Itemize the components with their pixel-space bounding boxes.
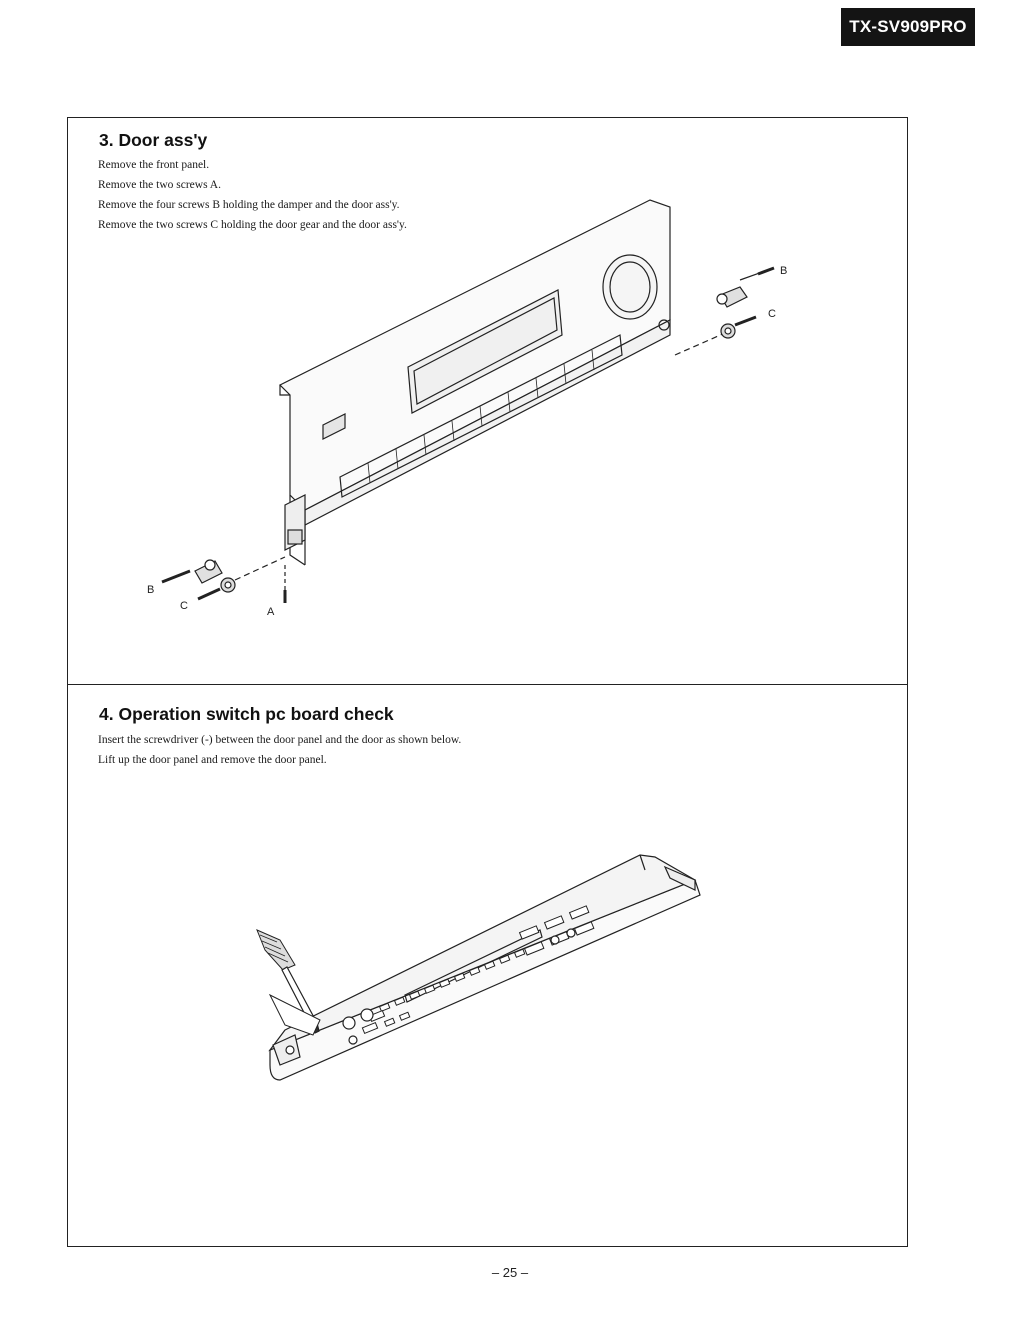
step-item: Remove the two screws A.: [98, 179, 221, 191]
screw-c-right: [735, 317, 756, 325]
step-item: Lift up the door panel and remove the door panel.: [98, 754, 327, 766]
volume-knob: [603, 255, 657, 319]
label-c-left: C: [180, 600, 188, 612]
section-4-title: 4. Operation switch pc board check: [99, 704, 394, 724]
step-item: Insert the screwdriver (-) between the door panel and the door as shown below.: [98, 734, 462, 746]
section-3-title: 3. Door ass'y: [99, 130, 208, 150]
label-b-right: B: [780, 265, 788, 277]
label-a: A: [267, 606, 275, 618]
door-panel-illustration: [225, 845, 715, 1095]
screw-b-right: [758, 268, 774, 274]
label-c-right: C: [768, 308, 776, 320]
model-name: TX-SV909PRO: [849, 17, 967, 36]
section-4-steps: [98, 730, 461, 770]
screw-c-left: [198, 589, 220, 599]
page-number: – 25 –: [491, 1265, 529, 1280]
section-divider: [67, 684, 908, 685]
door-assy-illustration: [140, 195, 820, 625]
step-item: Remove the two screws C holding the door gear and the door ass'y.: [98, 219, 407, 231]
label-b-left: B: [147, 584, 155, 596]
step-item: Remove the four screws B holding the damper and the door ass'y.: [98, 199, 400, 211]
step-item: Remove the front panel.: [98, 159, 210, 171]
door-panel-outline: [270, 880, 700, 1080]
screw-b-left: [162, 571, 190, 582]
model-badge: [841, 8, 975, 46]
